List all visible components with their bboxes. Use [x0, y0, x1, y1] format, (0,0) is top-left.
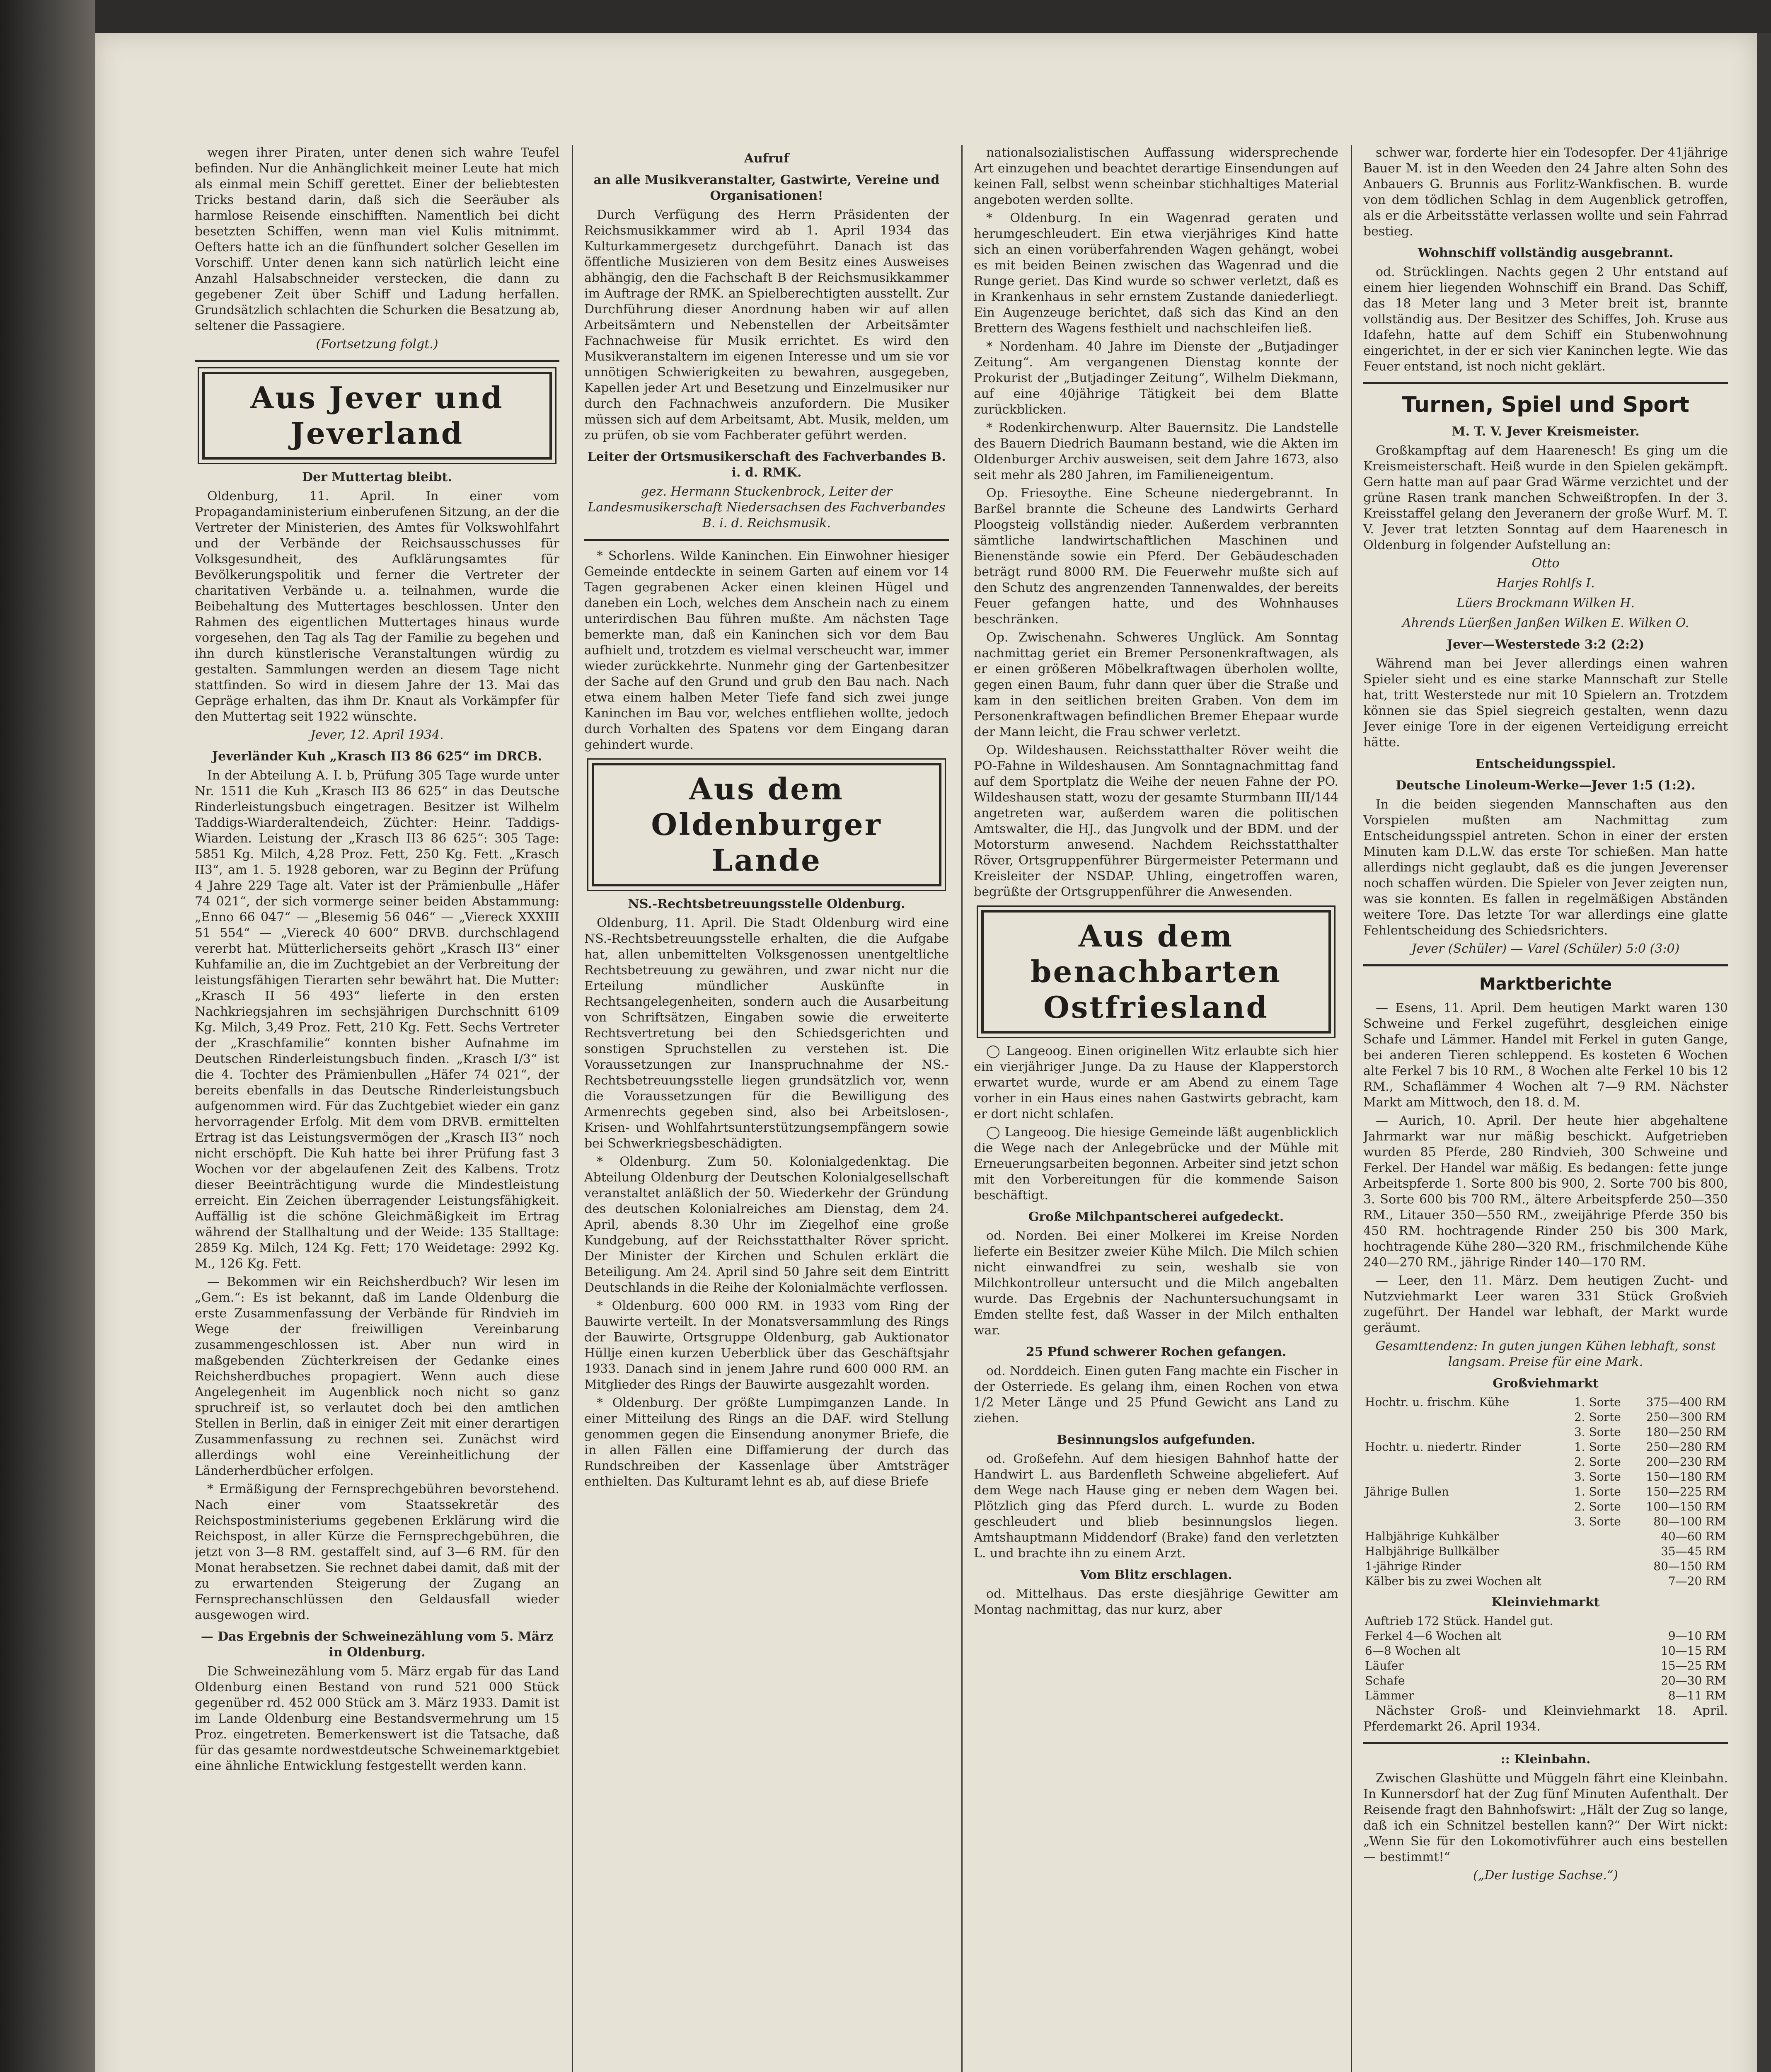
article-text: Nächster Groß- und Kleinviehmarkt 18. April. Pferdemarkt 26. April 1934. — [1363, 1704, 1728, 1734]
table-cell — [1573, 1529, 1631, 1544]
table-cell — [1573, 1544, 1631, 1559]
table-cell: 150—225 RM — [1646, 1485, 1726, 1498]
table-cell: Halbjährige Bullkälber — [1365, 1544, 1500, 1558]
headline: :: Kleinbahn. — [1500, 1752, 1591, 1767]
section-box-jever: Aus Jever und Jeverland — [202, 372, 552, 460]
article-text: Op. Zwischenahn. Schweres Unglück. Am Sonntag nachmittag geriet ein Bremer Personenkraftwagen, als er einen größeren Möbelkraftwagen überholen wollte, gegen einen Baum, fuhr dann quer über die Straße und kam in den seitlichen breiten Graben. Von dem im Personenkraftwagen befindlichen Bremer Ehepaar wurde der Mann leicht, die Frau schwer verletzt. — [974, 630, 1338, 739]
table-row — [1363, 1455, 1728, 1469]
lineup-line: Lüers Brockmann Wilken H. — [1456, 596, 1635, 610]
table-cell: Kälber bis zu zwei Wochen alt — [1365, 1574, 1542, 1588]
column-rule — [1351, 145, 1352, 2072]
headline: Jeverländer Kuh „Krasch II3 86 625“ im DRCB. — [212, 749, 542, 764]
table-row — [1363, 1559, 1728, 1574]
article-text: ◯ Langeoog. Die hiesige Gemeinde läßt augenblicklich die Wege nach der Anlegebrücke und der Mühle mit Erneuerungsarbeiten begonnen. Arbeiter sind jetzt schon mit den Vorbereitungen für die kommende Saison beschäftigt. — [974, 1125, 1338, 1203]
article-text: * Nordenham. 40 Jahre im Dienste der „Butjadinger Zeitung“. Am vergangenen Dienstag konnte der Prokurist der „Butjadinger Zeitung“, Wilhelm Diekmann, auf eine 40jährige Tätigkeit bei dem Blatte zurückblicken. — [974, 339, 1338, 417]
table-cell: 10—15 RM — [1661, 1644, 1726, 1658]
lineup-line: Ahrends Lüerßen Janßen Wilken E. Wilken O. — [1402, 616, 1689, 630]
article-text: Zwischen Glashütte und Müggeln fährt eine Kleinbahn. In Kunnersdorf hat der Zug fünf Minuten Aufenthalt. Der Reisende fragt den Bahnhofswirt: „Hält der Zug so lange, daß ich ein Schnitzel bestellen kann?“ Der Wirt nickt: „Wenn Sie für den Lokomotivführer auch eins bestellen — bestimmt!“ — [1363, 1771, 1728, 1864]
headline: Aufruf — [744, 151, 789, 166]
table-row — [1363, 1469, 1728, 1484]
column-1 — [195, 145, 559, 2072]
article-text: Während man bei Jever allerdings einen wahren Spieler sieht und es eine starke Mannschaft zur Stelle hat, tritt Westerstede nur mit 10 Spielern an. Trotzdem können sie das Spiel siegreich gestalten, wenn dazu Jever einige Tore in der eigenen Verteidigung erreicht hätte. — [1363, 656, 1728, 750]
table-cell: 3. Sorte — [1574, 1470, 1621, 1484]
table-cell: 1. Sorte — [1574, 1485, 1621, 1498]
book-binding — [0, 0, 95, 2072]
table-row — [1363, 1425, 1728, 1440]
match-result: Jever (Schüler) — Varel (Schüler) 5:0 (3:0) — [1411, 942, 1680, 956]
article-text: In der Abteilung A. I. b, Prüfung 305 Tage wurde unter Nr. 1511 die Kuh „Krasch II3 86 625“ in das Deutsche Rinderleistungsbuch eingetragen. Besitzer ist Wilhelm Taddigs-Wiarderaltendeich, Züchter: Heinr. Taddigs-Wiarden. Leistung der „Krasch II3 86 625“: 305 Tage: 5851 Kg. Milch, 4,28 Proz. Fett, 250 Kg. Fett. „Krasch II3“, am 1. 5. 1928 geboren, war zu Beginn der Prüfung 4 Jahre 229 Tage alt. Vater ist der Prämienbulle „Häfer 74 021“, der sich vormerge seiner beiden Abstammung: „Enno 66 047“ — „Blesemig 56 046“ — „Viereck XXXIII 51 554“ — „Viereck 40 600“ DRVB. durchschlagend vererbt hat. Mütterlicherseits gehört „Krasch II3“ einer Kuhfamilie an, die im Zuchtgebiet an der Verbreitung der leistungsfähigen Tierarten sehr bewährt hat. Die Mutter: „Krasch II 56 493“ lieferte in den ersten Nachkriegsjahren im sechsjährigen Durchschnitt 6109 Kg. Milch, 3,49 Proz. Fett, 210 Kg. Fett. Sechs Vertreter der „Kraschfamilie“ konnten bisher Aufnahme im Deutschen Rinderleistungsbuch finden. „Krasch I/3“ ist die 4. Tochter des Prämienbullen „Häfer 74 021“, der bereits ebenfalls in das Deutsche Rinderleistungsbuch aufgenommen wird. Für das Zuchtgebiet wieder ein ganz hervorragender Erfolg. Mit dem vom DRVB. ermittelten Ertrag ist das Leistungsvermögen der „Krasch II3“ noch nicht erschöpft. Die Kuh hatte bei ihrer Prüfung fast 3 Wochen vor der abgelaufenen Zeit des Kalbens. Trotz dieser Beeinträchtigung wurde die Mindestleistung erreicht. Ein Zeichen überragender Leistungsfähigkeit. Auffällig ist die schöne Gleichmäßigkeit im Ertrag während der Stallhaltung und der Weide: 135 Stalltage: 2859 Kg. Milch, 124 Kg. Fett; 170 Weidetage: 2992 Kg. M., 126 Kg. Fett. — [195, 768, 559, 1271]
table-row — [1363, 1440, 1728, 1455]
article-text: * Ermäßigung der Fernsprechgebühren bevorstehend. Nach einer vom Staatssekretär des Reichspostministeriums gegebenen Erklärung wird die Reichspost, in aller Kürze die Fernsprechgebühren, die jetzt von 3—8 RM. gestaffelt sind, auf 3—6 RM. für den Monat herabsetzen. Sie rechnet dabei damit, daß mit der zu erwartenden Steigerung der Zugang an Fernsprechanschlüssen den Geldausfall wieder ausgewogen wird. — [195, 1482, 559, 1622]
section-title-sport: Turnen, Spiel und Sport — [1402, 392, 1689, 417]
table-cell: Halbjährige Kuhkälber — [1365, 1530, 1499, 1543]
article-text: schwer war, forderte hier ein Todesopfer. Der 41jährige Bauer M. ist in den Weeden den 24 Jahre alten Sohn des Anbauers G. Brunnis aus Forlitz-Wankfischen. B. wurde von dem tödlichen Schlag in dem Augenblick getroffen, als er die Arbeitsstätte verlassen wollte und sein Fahrrad bestieg. — [1363, 145, 1728, 239]
table-cell: Hochtr. u. niedertr. Rinder — [1365, 1440, 1521, 1454]
headline: Große Milchpantscherei aufgedeckt. — [1028, 1210, 1284, 1224]
section-title-markt: Marktberichte — [1479, 975, 1612, 994]
table-cell: 1. Sorte — [1574, 1395, 1621, 1409]
table-cell: Auftrieb 172 Stück. Handel gut. — [1365, 1614, 1553, 1628]
article-text: Großkampftag auf dem Haarenesch! Es ging um die Kreismeisterschaft. Heiß wurde in den Spielen gekämpft. Gern hatte man auf paar Grad Wärme verzichtet und der grüne Rasen trank manchen Schweißtropfen. In der 3. Kreisstaffel gelang den Jeveranern der große Wurf. M. T. V. Jever trat letzten Sonntag auf dem Haarenesch in Oldenburg in folgender Aufstellung an: — [1363, 443, 1728, 552]
article-text: od. Strücklingen. Nachts gegen 2 Uhr entstand auf einem hier liegenden Wohnschiff ein Brand. Das Schiff, das 18 Meter lang und 3 Meter breit ist, brannte vollständig aus. Der Besitzer des Schiffes, Joh. Kruse aus Idafehn, hatte auf dem Schiff ein Stubenwohnung eingerichtet, in der er sich vier Kaninchen legte. Wie das Feuer entstand, ist noch nicht geklärt. — [1363, 265, 1728, 374]
table-cell: 80—100 RM — [1653, 1515, 1726, 1528]
column-2 — [584, 145, 949, 2072]
table-row — [1363, 1544, 1728, 1559]
article-text: Durch Verfügung des Herrn Präsidenten der Reichsmusikkammer wird ab 1. April 1934 das Kulturkammergesetz durchgeführt. Danach ist das öffentliche Musizieren von dem Besitz eines Ausweises abhängig, den die Fachschaft B der Reichsmusikkammer im Auftrage der RMK. an Spielberechtigten ausstellt. Zur Durchführung dieser Anordnung haben wir auf allen Arbeitsämtern und Nebenstellen der Arbeitsämter Fachnachweise für Musik errichtet. Es wird den Musikveranstaltern im eigenen Interesse und um sie vor unnötigen Schwierigkeiten zu bewahren, ausgegeben, Kapellen jeder Art und Besetzung und Einzelmusiker nur durch den Fachnachweis anzufordern. Die Musiker müssen sich auf dem Arbeitsamt, Abt. Musik, melden, um zu prüfen, ob sie vom Fachberater geführt werden. — [584, 208, 949, 443]
article-text: — Aurich, 10. April. Der heute hier abgehaltene Jahrmarkt war nur mäßig beschickt. Aufgetrieben wurden 85 Pferde, 280 Rindvieh, 300 Schweine und Ferkel. Der Handel war mäßig. Es bedangen: fette junge Arbeitspferde 1. Sorte 800 bis 900, 2. Sorte 700 bis 800, 3. Sorte 600 bis 700 RM., ältere Arbeitspferde 250—350 RM., Litauer 350—550 RM., zweijährige Pferde 350 bis 450 RM. hochtragende Rinder 250 bis 300 Mark, hochtragende Kühe 280—320 RM., frischmilchende Kühe 240—270 RM., jährige Rinder 140—170 RM. — [1363, 1113, 1728, 1270]
headline: Besinnungslos aufgefunden. — [1057, 1433, 1256, 1447]
table-cell: Läufer — [1365, 1659, 1404, 1673]
lineup-line: Otto — [1531, 556, 1560, 571]
subheadline: an alle Musikveranstalter, Gastwirte, Vereine und Organisationen! — [593, 173, 940, 203]
headline: 25 Pfund schwerer Rochen gefangen. — [1026, 1345, 1287, 1359]
subheadline: M. T. V. Jever Kreismeister. — [1452, 424, 1640, 439]
table-cell: 250—300 RM — [1646, 1410, 1726, 1424]
table-cell: 2. Sorte — [1574, 1500, 1621, 1513]
table-cell: 3. Sorte — [1574, 1425, 1621, 1439]
price-table-klein — [1363, 1614, 1728, 1703]
continued-note: (Fortsetzung folgt.) — [316, 337, 438, 351]
newspaper-page — [95, 33, 1757, 2072]
article-text: * Rodenkirchenwurp. Alter Bauernsitz. Die Landstelle des Bauern Diedrich Baumann bestand, wie die Akten im Oldenburger Archiv ausweisen, seit dem Jahre 1673, also seit mehr als 280 Jahren, im Familieneigentum. — [974, 421, 1338, 482]
table-row — [1363, 1644, 1728, 1658]
section-box-ostfriesland: Aus dem benachbarten Ostfriesland — [981, 910, 1331, 1034]
divider — [1363, 964, 1728, 966]
table-row — [1363, 1658, 1728, 1673]
table-row — [1363, 1629, 1728, 1644]
article-text: — Esens, 11. April. Dem heutigen Markt waren 130 Schweine und Ferkel zugeführt, desgleichen einige Schafe und Lämmer. Handel mit Ferkel in guten Gange, bei anderen Tieren schleppend. Es kosteten 6 Wochen alte Ferkel 7 bis 10 RM., 8 Wochen alte Ferkel 10 bis 12 RM., Schaflämmer 4 Wochen alt 7—9 RM. Nächster Markt am Mittwoch, den 18. d. M. — [1363, 1001, 1728, 1110]
article-text: In die beiden siegenden Mannschaften aus den Vorspielen mußten am Nachmittag zum Entscheidungsspiel antreten. Schon in einer der ersten Minuten kam D.L.W. das erste Tor schießen. Man hatte allerdings nicht geglaubt, daß es die jungen Jeverenser noch schaffen würden. Die Spieler von Jever zeigten nun, was sie konnten. Es fallen in regelmäßigen Abständen weitere Tore. Das letzte Tor war allerdings eine glatte Fehlentscheidung des Schiedsrichters. — [1363, 797, 1728, 938]
signature: gez. Hermann Stuckenbrock, Leiter der Landesmusikerschaft Niedersachsen des Fachverbandes B. i. d. Reichsmusik. — [588, 484, 946, 530]
article-text: Op. Wildeshausen. Reichsstatthalter Röver weiht die PO-Fahne in Wildeshausen. Am Sonntagnachmittag fand auf dem Sportplatz die Weihe der neuen Fahne der PO. Wildeshausen statt, wozu der gesamte Sturmbann III/144 angetreten war, außerdem waren die politischen Amtswalter, die HJ., das Jungvolk und der BDM. und der Motorsturm anwesend. Nachdem Reichsstatthalter Röver, Ortsgruppenführer Bürgermeister Petermann und Kreisleiter der NSDAP. Uhling, eingetroffen waren, begrüßte der Ortsgruppenführer die Anwesenden. — [974, 743, 1338, 899]
table-row — [1363, 1514, 1728, 1529]
table-cell: 8—11 RM — [1668, 1689, 1726, 1702]
table-cell: 20—30 RM — [1661, 1674, 1726, 1687]
table-cell: 40—60 RM — [1661, 1530, 1726, 1543]
table-cell: Hochtr. u. frischm. Kühe — [1365, 1395, 1510, 1409]
table-cell: 250—280 RM — [1646, 1440, 1726, 1454]
scan-top-edge — [95, 0, 1771, 33]
source-note: („Der lustige Sachse.“) — [1473, 1868, 1618, 1883]
divider — [1363, 382, 1728, 384]
table-cell: 3. Sorte — [1574, 1515, 1621, 1528]
table-cell — [1573, 1559, 1631, 1574]
table-title: Kleinviehmarkt — [1491, 1595, 1600, 1610]
table-cell: 2. Sorte — [1574, 1410, 1621, 1424]
table-row — [1363, 1529, 1728, 1544]
table-cell: 1. Sorte — [1574, 1440, 1621, 1454]
table-cell — [1573, 1574, 1631, 1589]
table-cell: Ferkel 4—6 Wochen alt — [1365, 1629, 1502, 1643]
lineup-line: Harjes Rohlfs I. — [1496, 576, 1595, 591]
table-cell: 1-jährige Rinder — [1365, 1559, 1461, 1573]
signature-head: Leiter der Ortsmusikerschaft des Fachverbandes B. i. d. RMK. — [587, 450, 946, 480]
table-cell: 15—25 RM — [1661, 1659, 1726, 1673]
divider — [1363, 1742, 1728, 1744]
article-text: * Oldenburg. Zum 50. Kolonialgedenktag. Die Abteilung Oldenburg der Deutschen Kolonialgesellschaft veranstaltet anläßlich der 50. Wiederkehr der Gründung des deutschen Kolonialreiches am Dienstag, dem 24. April, abends 8.30 Uhr im Ziegelhof eine große Kundgebung, auf der Reichsstatthalter Röver spricht. Der Minister der Kirchen und Schulen erklärt die Beteiligung. Am 24. April sind 50 Jahre seit dem Eintritt Deutschlands in die Reihe der Kolonialmächte verflossen. — [584, 1155, 949, 1295]
article-text: wegen ihrer Piraten, unter denen sich wahre Teufel befinden. Nur die Anhänglichkeit meiner Leute hat mich als einmal mein Schiff gerettet. Einer der beliebtesten Tricks bestand darin, daß sich die Seeräuber als harmlose Reisende einschifften. Namentlich bei dicht besetzten Schiffen, wenn man viel Kulis mitnimmt. Oefters hatte ich an die fünfhundert solcher Gesellen im Vorschiff. Unter denen kann sich natürlich leicht eine Anzahl Halsabschneider verstecken, die dann zu gegebener Zeit über Schiff und Ladung herfallen. Grundsätzlich schlachten die Schurken die Besatzung ab, seltener die Passagiere. — [195, 145, 559, 333]
table-row — [1363, 1484, 1728, 1499]
table-row — [1363, 1673, 1728, 1688]
article-text: * Oldenburg. Der größte Lumpimganzen Lande. In einer Mitteilung des Rings an die DAF. wird Stellung genommen gegen die Einsendung anonymer Briefe, die in allen Fällen eine Diffamierung der durch das Rundschreiben der Kassenlage über Amtsträger enthielten. Das Kulturamt lehnt es ab, auf diese Briefe — [584, 1396, 949, 1489]
headline: Der Muttertag bleibt. — [302, 470, 452, 484]
table-cell: 150—180 RM — [1646, 1470, 1726, 1484]
table-row — [1363, 1574, 1728, 1589]
table-cell: 2. Sorte — [1574, 1455, 1621, 1469]
column-rule — [961, 145, 963, 2072]
column-4 — [1363, 145, 1728, 2072]
headline: — Das Ergebnis der Schweinezählung vom 5. März in Oldenburg. — [201, 1629, 554, 1660]
article-text: Op. Friesoythe. Eine Scheune niedergebrannt. In Barßel brannte die Scheune des Landwirts Gerhard Ploogsteig vollständig nieder. Außerdem verbrannten sämtliche landwirtschaftlichen Maschinen und Bienenstände sowie ein Pferd. Der Gebäudeschaden beträgt rund 8000 RM. Die Feuerwehr mußte sich auf den Schutz des angrenzenden Tannenwaldes, der bereits Feuer gefangen hatte, und des Wohnhauses beschränken. — [974, 486, 1338, 627]
table-cell: 6—8 Wochen alt — [1365, 1644, 1461, 1658]
headline: Entscheidungsspiel. — [1475, 757, 1616, 771]
dateline: Jever, 12. April 1934. — [310, 728, 444, 742]
table-cell — [1363, 1469, 1573, 1484]
article-text: * Oldenburg. In ein Wagenrad geraten und herumgeschleudert. Ein etwa vierjähriges Kind hatte sich an einen vorüberfahrenden Wagen gehängt, wobei es mit beiden Beinen zwischen das Wagenrad und die Runge geriet. Das Kind wurde so schwer verletzt, daß es in Krankenhaus in sehr ernstem Zustande daniederliegt. Ein Augenzeuge berichtet, daß sich das Kind an den Brettern des Wagens festhielt und nachschleifen ließ. — [974, 211, 1338, 336]
market-tendency: Gesamttendenz: In guten jungen Kühen lebhaft, sonst langsam. Preise für eine Mark. — [1375, 1339, 1716, 1369]
table-cell — [1363, 1425, 1573, 1440]
article-text: Oldenburg, 11. April. Die Stadt Oldenburg wird eine NS.-Rechtsbetreuungsstelle erhalten, die die Aufgabe hat, allen unbemittelten Volksgenossen unentgeltliche Rechtsbetreuung zu gewähren, und zwar nicht nur die Erteilung mündlicher Auskünfte in Rechtsangelegenheiten, sondern auch die Ausarbeitung von Schriftsätzen, Eingaben sowie die erweiterte Rechtsvertretung bei den Schiedsgerichten und sonstigen Spruchstellen zu verstehen ist. Die Voraussetzungen zur Inanspruchnahme der NS.-Rechtsbetreuungsstelle liegen grundsätzlich vor, wenn die Voraussetzungen für die Bewilligung des Armenrechts gegeben sind, also bei Arbeitslosen-, Krisen- und Wohlfahrtsunterstützungsempfängern sowie bei Schwerkriegsbeschädigten. — [584, 916, 949, 1151]
table-row — [1363, 1410, 1728, 1425]
table-cell: 375—400 RM — [1646, 1395, 1726, 1409]
table-title: Großviehmarkt — [1493, 1376, 1599, 1391]
article-text: od. Großefehn. Auf dem hiesigen Bahnhof hatte der Handwirt L. aus Bardenfleth Schweine abgeliefert. Auf dem Wege nach Hause ging er neben dem Wagen bei. Plötzlich ging das Pferd durch. L. wurde zu Boden geschleudert und blieb besinnungslos liegen. Amtshauptmann Middendorf (Brake) fand den verletzten L. und brachte ihn zu einem Arzt. — [974, 1452, 1338, 1561]
article-text: * Schorlens. Wilde Kaninchen. Ein Einwohner hiesiger Gemeinde entdeckte in seinem Garten auf einem vor 14 Tagen gegrabenen Acker einen kleinen Hügel und daneben ein Loch, welches dem Anschein nach zu einem unterirdischen Bau führen mußte. Am nächsten Tage bemerkte man, daß ein Kaninchen sich vor dem Bau aufhielt und, trotzdem es vielmal verscheucht war, immer wieder zurückkehrte. Nunmehr ging der Gartenbesitzer der Sache auf den Grund und grub den Bau nach. Nach etwa einem halben Meter Tiefe fand sich zwei junge Kaninchen im Bau vor, welches entfliehen wollte, jedoch durch Vorhalten des Spatens vor dem Eingang daran gehindert wurde. — [584, 549, 949, 752]
column-rule — [572, 145, 573, 2072]
table-cell: 80—150 RM — [1653, 1559, 1726, 1573]
table-row — [1363, 1688, 1728, 1703]
table-cell — [1363, 1455, 1573, 1469]
headline: NS.-Rechtsbetreuungsstelle Oldenburg. — [628, 897, 905, 911]
table-cell — [1363, 1410, 1573, 1425]
table-cell: Lämmer — [1365, 1689, 1414, 1702]
article-text: Die Schweinezählung vom 5. März ergab für das Land Oldenburg einen Bestand von rund 521 000 Stück gegenüber rd. 452 000 Stück am 3. März 1933. Damit ist im Lande Oldenburg eine Bestandsvermehrung um 15 Proz. eingetreten. Bemerkenswert ist die Tatsache, daß für das gesamte nordwestdeutsche Schweinemarktgebiet eine ähnliche Entwicklung festgestellt werden kann. — [195, 1664, 559, 1773]
table-cell: Schafe — [1365, 1674, 1405, 1687]
table-cell: 180—250 RM — [1646, 1425, 1726, 1439]
article-text: — Leer, den 11. März. Dem heutigen Zucht- und Nutzviehmarkt Leer waren 331 Stück Großvieh zugeführt. Der Handel war lebhaft, der Markt wurde geräumt. — [1363, 1273, 1728, 1335]
article-text: od. Mittelhaus. Das erste diesjährige Gewitter am Montag nachmittag, das nur kurz, aber — [974, 1587, 1338, 1617]
article-text: Oldenburg, 11. April. In einer vom Propagandaministerium einberufenen Sitzung, an der die Vertreter der Ministerien, des Amtes für Volkswohlfahrt und der Verbände der Reichsausschusses für Volksgesundheit, des Aufklärungsamtes für Bevölkerungspolitik und ferner die Vertreter der charitativen Verbände u. a. teilnahmen, wurde die Beibehaltung des Muttertages beschlossen. Unter den Rahmen des eigentlichen Muttertages hinaus wurde vorgesehen, den Tag als Tag der Familie zu begehen und ihn durch künstlerische Veranstaltungen würdig zu gestalten. Sammlungen werden an diesem Tage nicht stattfinden. So wird in diesem Jahre der 13. Mai das Gepräge erhalten, das ihm Dr. Knaut als Vorkämpfer für den Muttertag seit 1922 wünschte. — [195, 489, 559, 724]
table-cell: Jährige Bullen — [1365, 1485, 1449, 1498]
table-cell — [1632, 1614, 1728, 1629]
article-text: ◯ Langeoog. Einen originellen Witz erlaubte sich hier ein vierjähriger Junge. Da zu Hause der Klapperstorch erwartet wurde, wurde er am Abend zu einem Tage vorher in ein Haus eines nahen Gastwirts gebracht, kam er dort nicht schlafen. — [974, 1044, 1338, 1121]
article-text: — Bekommen wir ein Reichsherdbuch? Wir lesen im „Gem.“: Es ist bekannt, daß im Lande Oldenburg die erste Zusammenfassung der Verbände für Rindvieh im Wege der freiwilligen Vereinbarung zusammengeschlossen ist. Aber nun wird in maßgebenden Züchterkreisen der Gedanke eines Reichsherdbuches propagiert. Wenn auch diese Angelegenheit im Augenblick noch nicht so ganz spruchreif ist, so verlautet doch bei den amtlichen Stellen in Berlin, daß in einiger Zeit mit einer derartigen Zusammenfassung zu rechnen sei. Zunächst wird allerdings wohl eine Vereinheitlichung der Länderherdbücher erfolgen. — [195, 1275, 559, 1478]
headline: Wohnschiff vollständig ausgebrannt. — [1418, 246, 1674, 260]
headline: Vom Blitz erschlagen. — [1080, 1568, 1232, 1582]
price-table-gross — [1363, 1395, 1728, 1589]
match-result: Deutsche Linoleum-Werke—Jever 1:5 (1:2). — [1396, 778, 1696, 793]
divider — [584, 539, 949, 541]
article-text: od. Norddeich. Einen guten Fang machte ein Fischer in der Osterriede. Es gelang ihm, einen Rochen von etwa 1/2 Meter Länge und 25 Pfund Gewicht ans Land zu ziehen. — [974, 1364, 1338, 1426]
table-cell: 200—230 RM — [1646, 1455, 1726, 1469]
article-text: * Oldenburg. 600 000 RM. in 1933 vom Ring der Bauwirte verteilt. In der Monatsversammlung des Rings der Bauwirte, Ortsgruppe Oldenburg, gab Auktionator Hüllje einen kurzen Ueberblick über das Geschäftsjahr 1933. Danach sind in jenem Jahre rund 600 000 RM. an Mitglieder des Rings der Bauwirte ausgezahlt worden. — [584, 1299, 949, 1392]
table-cell: 7—20 RM — [1668, 1574, 1726, 1588]
match-result: Jever—Westerstede 3:2 (2:2) — [1447, 637, 1645, 652]
table-cell: 100—150 RM — [1646, 1500, 1726, 1513]
table-row — [1363, 1499, 1728, 1514]
section-box-oldenburg: Aus dem Oldenburger Lande — [592, 763, 941, 886]
table-cell — [1363, 1514, 1573, 1529]
table-cell: 9—10 RM — [1668, 1629, 1726, 1643]
divider — [195, 360, 559, 362]
table-row — [1363, 1614, 1728, 1629]
table-cell: 35—45 RM — [1661, 1544, 1726, 1558]
article-text: od. Norden. Bei einer Molkerei im Kreise Norden lieferte ein Besitzer zweier Kühe Milch. Die Milch schien nicht einwandfrei zu sein, weshalb sie von Milchkontrolleur untersucht und die Milch angebalten wurde. Das Ergebnis der Nachuntersuchungsamt in Emden stellte fest, daß Wasser in der Milch enthalten war. — [974, 1229, 1338, 1338]
article-text: nationalsozialistischen Auffassung widersprechende Art einzugehen und beachtet derartige Einsendungen auf keinen Fall, selbst wenn scheinbar stichhaltiges Material angeboten werden sollte. — [974, 145, 1338, 207]
table-row — [1363, 1395, 1728, 1410]
column-3 — [974, 145, 1338, 2072]
table-cell — [1363, 1499, 1573, 1514]
